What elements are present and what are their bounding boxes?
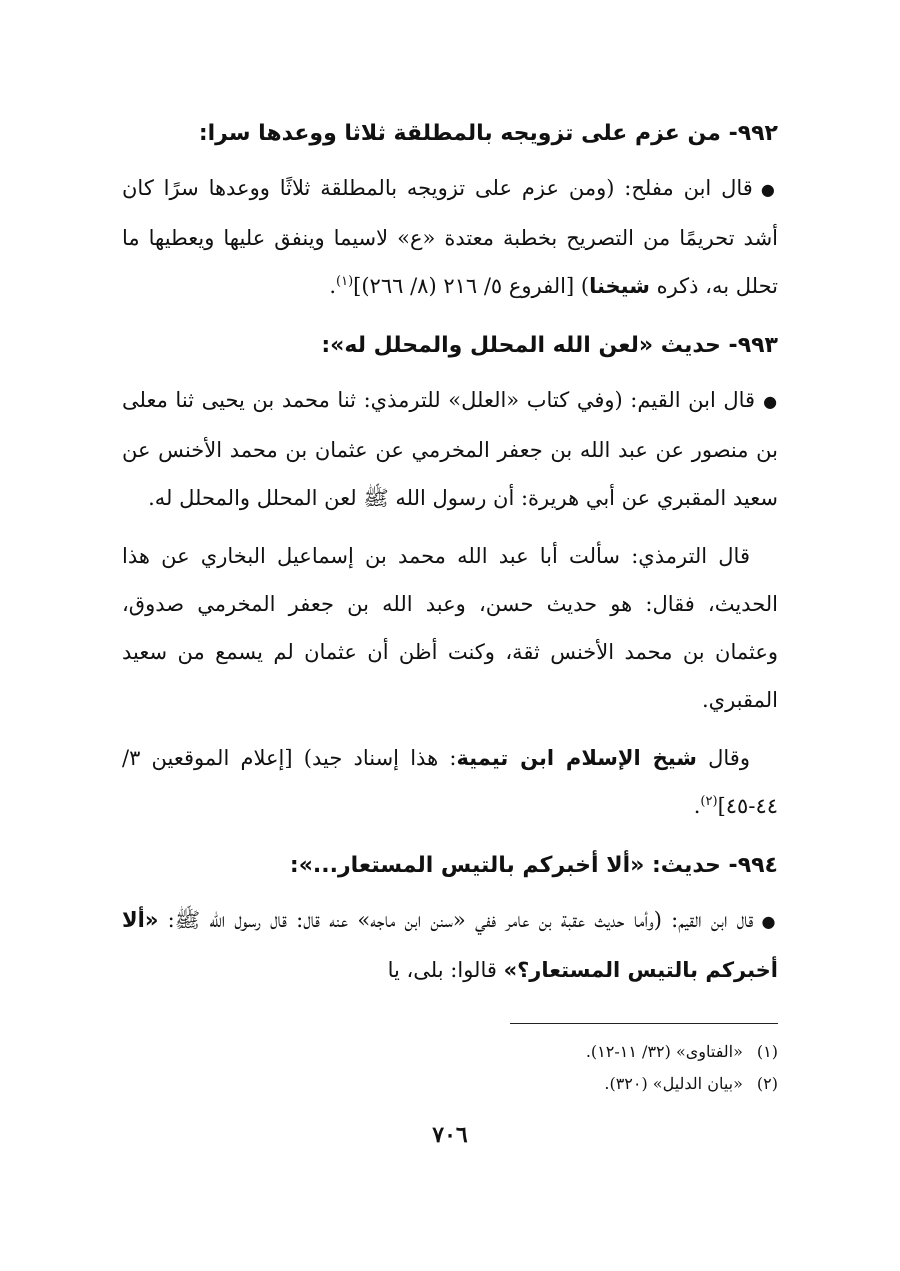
section-993	[122, 320, 778, 830]
footnote-ref[interactable]: (١)	[336, 274, 354, 289]
paragraph-text: قال ابن القيم: (وفي كتاب «العلل» للترمذي: ثنا محمد بن يحيى ثنا معلى بن منصور عن عبد الله بن جعفر المخرمي عن عثمان بن محمد الأخنس عن سعيد المقبري عن أبي هريرة: أن رسول الله ﷺ لعن المحلل والمحلل له.	[122, 388, 778, 510]
paragraph	[122, 734, 778, 830]
footnotes	[122, 1036, 778, 1100]
paragraph-text: وقال	[696, 746, 750, 770]
bullet-icon: ●	[760, 180, 778, 199]
footnote	[122, 1036, 778, 1068]
bold-text: شيخنا	[589, 274, 650, 298]
footnote-divider	[510, 1023, 778, 1024]
citation-text: : هذا إسناد جيد) [إعلام الموقعين ٣/ ٤٤-٤٥]	[122, 746, 778, 818]
bullet-icon: ●	[761, 912, 778, 931]
section-992	[122, 108, 778, 310]
section-heading: ٩٩٣- حديث «لعن الله المحلل والمحلل له»:	[321, 333, 778, 358]
footnote-text: «بيان الدليل» (٣٢٠).	[604, 1074, 743, 1093]
footnote-ref[interactable]: (٢)	[700, 794, 718, 809]
footnote-number: (١)	[756, 1042, 778, 1061]
paragraph-text: قالوا: بلى، يا	[387, 958, 504, 982]
paragraph-text: قال ابن القيم: (وأما حديث عقبة بن عامر ففي «سنن ابن ماجه» عنه قال: قال رسول الله ﷺ:	[158, 908, 754, 932]
section-heading: ٩٩٤- حديث: «ألا أخبركم بالتيس المستعار...»:	[289, 853, 778, 878]
paragraph	[122, 896, 778, 994]
bullet-icon: ●	[763, 392, 778, 411]
paragraph	[122, 376, 778, 522]
section-heading: ٩٩٢- من عزم على تزويجه بالمطلقة ثلاثا ووعدها سرا:	[198, 121, 778, 146]
section-994	[122, 840, 778, 994]
sentence-end: .	[693, 794, 701, 818]
bold-text: شيخ الإسلام ابن تيمية	[456, 746, 697, 770]
paragraph-text: قال ابن مفلح: (ومن عزم على تزويجه بالمطلقة ثلاثًا ووعدها سرًا كان أشد تحريمًا من التصريح بخطبة معتدة «ع» لاسيما وينفق عليها ويعطيها ما تحلل به، ذكره	[122, 176, 778, 298]
footnote-number: (٢)	[756, 1074, 778, 1093]
paragraph	[122, 164, 778, 310]
footnote	[122, 1068, 778, 1100]
page-number: ٧٠٦	[432, 1122, 468, 1148]
citation-text: ) [الفروع ٥/ ٢١٦ (٨/ ٢٦٦)]	[353, 274, 590, 298]
paragraph: قال الترمذي: سألت أبا عبد الله محمد بن إسماعيل البخاري عن هذا الحديث، فقال: هو حديث حسن، وعبد الله بن جعفر المخرمي صدوق، وعثمان بن محمد الأخنس ثقة، وكنت أظن أن عثمان لم يسمع من سعيد المقبري.	[122, 544, 778, 712]
footnote-text: «الفتاوى» (٣٢/ ١١-١٢).	[585, 1042, 743, 1061]
bold-text: «ألا أخبركم بالتيس المستعار؟»	[122, 908, 778, 982]
sentence-end: .	[329, 274, 337, 298]
